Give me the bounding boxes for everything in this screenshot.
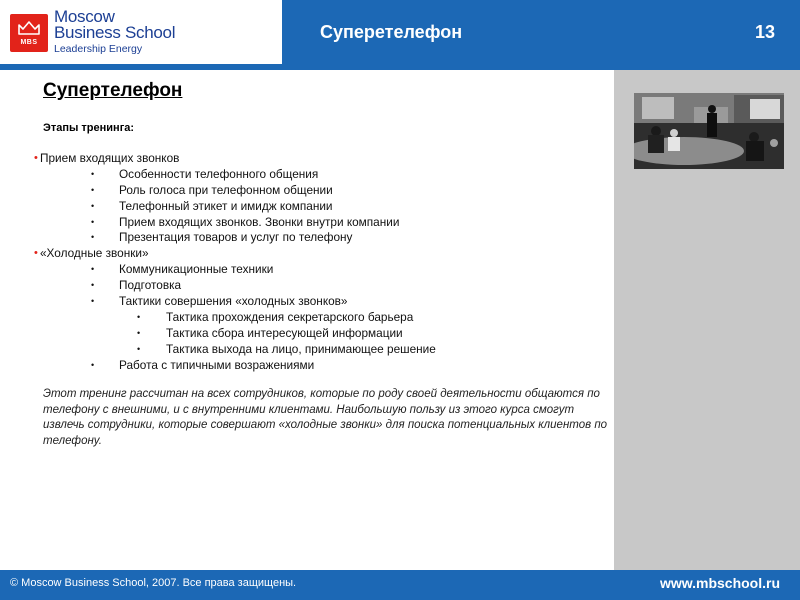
list-item-label: Подготовка: [119, 278, 182, 293]
bullet-icon: •: [91, 264, 95, 275]
website-link[interactable]: www.mbschool.ru: [659, 575, 780, 591]
summary-text: Этот тренинг рассчитан на всех сотрудников, которые по роду своей деятельности общаются по телефону с внешними, и с внутренними клиентами. Наибольшую пользу из этого курса смогут извлечь сотрудники, которые совершают «холодные звонки» для поиска потенциальных клиентов по телефону.: [43, 388, 608, 447]
list-item: [0, 278, 612, 294]
bullet-icon: •: [91, 168, 95, 179]
footer: [0, 570, 800, 600]
bullet-icon: •: [91, 359, 95, 370]
bullet-icon: •: [91, 232, 95, 243]
sub-list-item-label: Тактика сбора интересующей информации: [166, 325, 403, 340]
logo-tagline: Leadership Energy: [54, 43, 143, 55]
logo-line-2: Business School: [54, 23, 176, 42]
training-photo: [634, 93, 784, 169]
list-item-label: Прием входящих звонков. Звонки внутри компании: [119, 214, 400, 229]
bullet-icon: •: [137, 311, 141, 322]
stages-label: Этапы тренинга:: [43, 122, 135, 134]
logo[interactable]: [0, 0, 282, 64]
stages-list: [0, 151, 612, 373]
sub-list-item: [0, 326, 612, 342]
page-title: Супертелефон: [43, 80, 183, 101]
list-item: [0, 230, 612, 246]
training-photo-image: [634, 93, 784, 169]
section-label: «Холодные звонки»: [40, 246, 149, 261]
list-item: [0, 183, 612, 199]
bullet-icon: •: [91, 184, 95, 195]
list-item-label: Тактики совершения «холодных звонков»: [119, 294, 348, 309]
logo-line-1: Moscow: [54, 7, 115, 26]
list-item-label: Коммуникационные техники: [119, 262, 274, 277]
bullet-icon: •: [91, 280, 95, 291]
section-item: [0, 151, 612, 167]
list-item-label: Особенности телефонного общения: [119, 166, 319, 181]
list-item-label: Роль голоса при телефонном общении: [119, 182, 333, 197]
bullet-icon: •: [137, 327, 141, 338]
list-item: [0, 262, 612, 278]
section-item: [0, 246, 612, 262]
bullet-icon: •: [91, 216, 95, 227]
list-item-label: Телефонный этикет и имидж компании: [119, 198, 333, 213]
list-item-label: Презентация товаров и услуг по телефону: [119, 230, 353, 245]
copyright-text: © Moscow Business School, 2007. Все права защищены.: [10, 577, 297, 589]
bullet-icon: •: [137, 343, 141, 354]
logo-wordmark: [54, 9, 175, 56]
slide-number: 13: [754, 22, 775, 42]
sub-list-item-label: Тактика выхода на лицо, принимающее решение: [166, 341, 436, 356]
section-label: Прием входящих звонков: [40, 151, 180, 165]
sub-list-item: [0, 342, 612, 358]
list-item: [0, 215, 612, 231]
bullet-icon: •: [34, 152, 38, 164]
list-item: [0, 294, 612, 310]
logo-badge-text: MBS: [20, 39, 38, 46]
crown-icon: [17, 20, 41, 36]
list-item: [0, 358, 612, 374]
list-item: [0, 199, 612, 215]
header-title: Суперетелефон: [320, 22, 463, 42]
bullet-icon: •: [34, 247, 38, 260]
list-item: [0, 167, 612, 183]
header-bar: [282, 0, 800, 64]
logo-badge: [10, 14, 48, 52]
sub-list-item-label: Тактика прохождения секретарского барьера: [166, 309, 414, 324]
list-item-label: Работа с типичными возражениями: [119, 357, 315, 372]
sub-list-item: [0, 310, 612, 326]
bullet-icon: •: [91, 296, 95, 307]
bullet-icon: •: [91, 200, 95, 211]
